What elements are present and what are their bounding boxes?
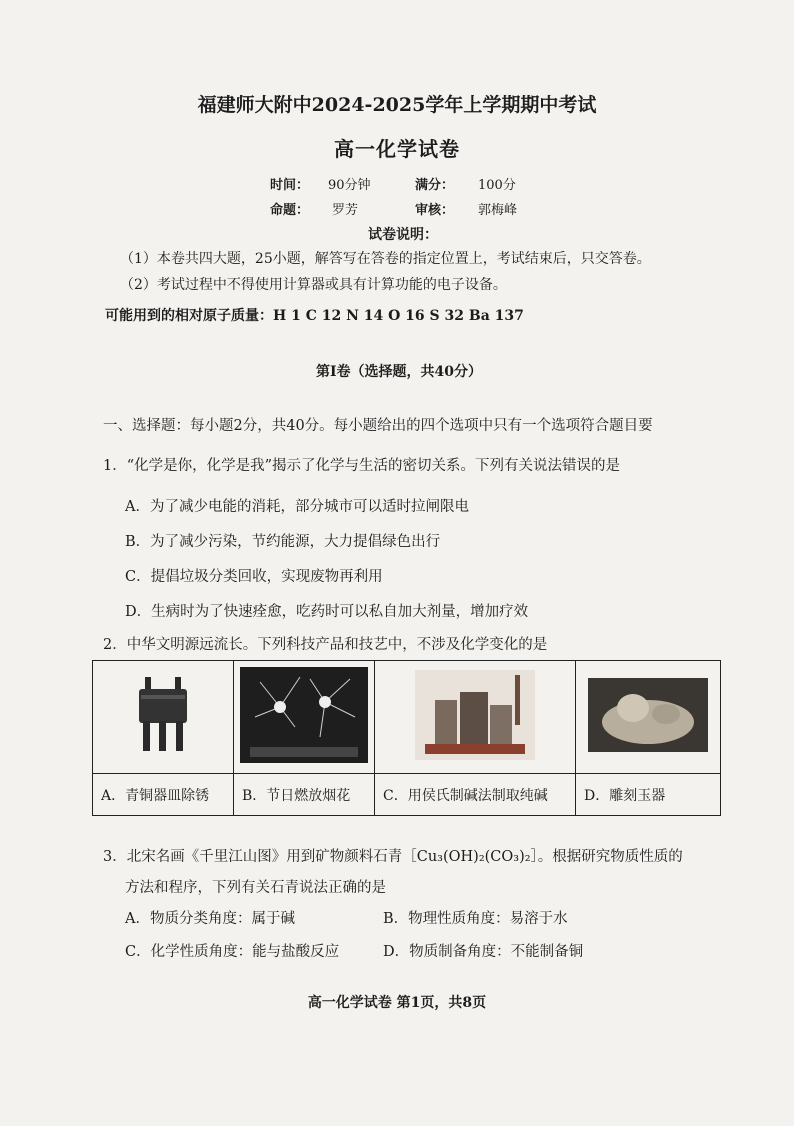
q2-stem: 2．中华文明源远流长。下列科技产品和技艺中，不涉及化学变化的是	[103, 637, 548, 653]
q1-stem: 1．“化学是你，化学是我”揭示了化学与生活的密切关系。下列有关说法错误的是	[103, 458, 621, 474]
q2-option-c: C．用侯氏制碱法制取纯碱	[375, 774, 576, 816]
q3-stem-line1: 3．北宋名画《千里江山图》用到矿物颜料石青［Cu₃(OH)₂(CO₃)₂］。根据研究物质性质的	[103, 849, 683, 865]
q3-option-a: A．物质分类角度：属于碱	[125, 911, 295, 927]
q1-option-a: A．为了减少电能的消耗，部分城市可以适时拉闸限电	[125, 499, 469, 515]
time-value: 90分钟	[328, 178, 371, 193]
q1-option-c: C．提倡垃圾分类回收，实现废物再利用	[125, 569, 383, 585]
q2-option-a: A．青铜器皿除锈	[93, 774, 234, 816]
author-value: 罗芳	[332, 203, 359, 218]
q2-image-d-cell	[576, 661, 721, 774]
q2-image-a-cell	[93, 661, 234, 774]
q3-option-d: D．物质制备角度：不能制备铜	[383, 944, 584, 960]
q2-option-b: B．节日燃放烟花	[234, 774, 375, 816]
atomic-masses: 可能用到的相对原子质量：H 1 C 12 N 14 O 16 S 32 Ba 137	[105, 308, 524, 324]
q3-option-b: B．物理性质角度：易溶于水	[383, 911, 568, 927]
soda-factory-image	[415, 670, 535, 760]
q2-options-table	[92, 660, 721, 816]
school-exam-title: 福建师大附中2024-2025学年上学期期中考试	[197, 94, 597, 116]
q2-image-c-cell	[375, 661, 576, 774]
time-label: 时间：	[270, 178, 310, 193]
score-label: 满分：	[415, 178, 455, 193]
score-value: 100分	[478, 178, 516, 193]
q3-option-c: C．化学性质角度：能与盐酸反应	[125, 944, 340, 960]
author-label: 命题：	[270, 203, 310, 218]
q2-option-d: D．雕刻玉器	[576, 774, 721, 816]
reviewer-label: 审核：	[415, 203, 455, 218]
instruction-1: （1）本卷共四大题，25小题，解答写在答卷的指定位置上，考试结束后，只交答卷。	[120, 251, 651, 267]
page-footer: 高一化学试卷 第1页，共8页	[307, 995, 487, 1011]
q2-image-b-cell	[234, 661, 375, 774]
jade-carving-image	[588, 678, 708, 752]
paper-title: 高一化学试卷	[334, 137, 460, 161]
reviewer-value: 郭梅峰	[478, 203, 518, 218]
fireworks-image	[240, 667, 368, 763]
instruction-2: （2）考试过程中不得使用计算器或具有计算功能的电子设备。	[120, 277, 507, 293]
instructions-heading: 试卷说明：	[368, 227, 438, 243]
q1-option-d: D．生病时为了快速痊愈，吃药时可以私自加大剂量，增加疗效	[125, 604, 529, 620]
section-title: 第Ⅰ卷（选择题，共40分）	[316, 364, 483, 380]
q3-stem-line2: 方法和程序，下列有关石青说法正确的是	[125, 880, 386, 896]
part1-heading: 一、选择题：每小题2分，共40分。每小题给出的四个选项中只有一个选项符合题目要	[103, 418, 653, 434]
q1-option-b: B．为了减少污染，节约能源，大力提倡绿色出行	[125, 534, 441, 550]
bronze-ding-image	[131, 675, 195, 755]
